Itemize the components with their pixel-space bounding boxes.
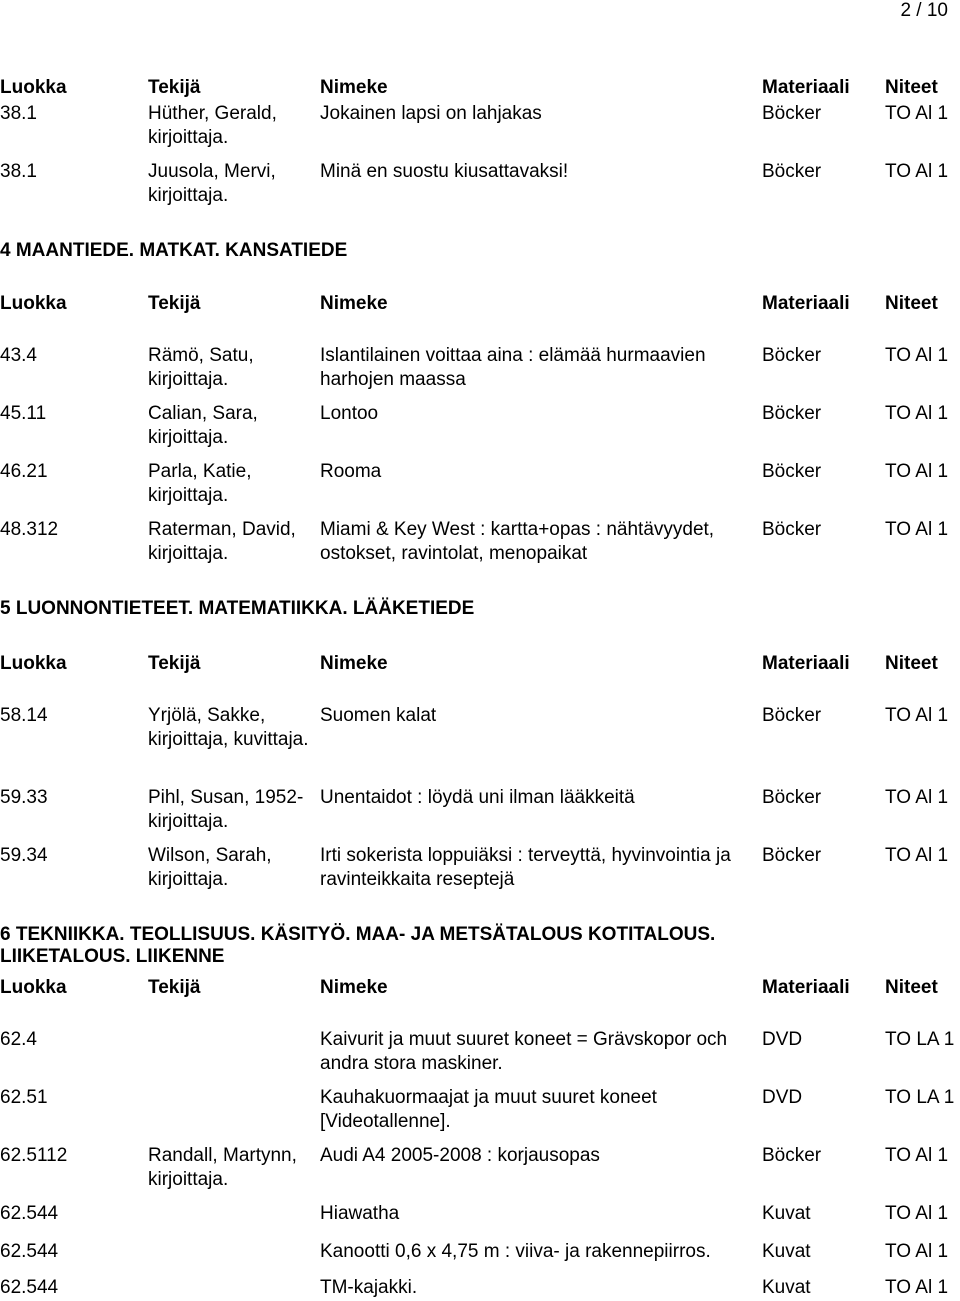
column-header-tekija: Tekijä <box>148 293 201 314</box>
row-niteet: TO Al 1 <box>885 1145 949 1166</box>
row-luokka: 45.11 <box>0 403 47 424</box>
column-header-luokka: Luokka <box>0 293 67 314</box>
row-niteet: TO Al 1 <box>885 519 949 540</box>
row-nimeke: Kauhakuormaajat ja muut suuret koneet [Videotallenne]. <box>320 1087 657 1132</box>
row-luokka: 46.21 <box>0 461 48 482</box>
row-luokka: 59.33 <box>0 787 48 808</box>
row-luokka: 38.1 <box>0 161 37 182</box>
row-materiaali: Böcker <box>762 345 822 366</box>
column-header-materiaali: Materiaali <box>762 977 850 998</box>
row-luokka: 62.544 <box>0 1241 59 1262</box>
row-luokka: 43.4 <box>0 345 37 366</box>
row-nimeke: Miami & Key West : kartta+opas : nähtävyydet, ostokset, ravintolat, menopaikat <box>320 519 715 564</box>
column-header-nimeke: Nimeke <box>320 653 388 674</box>
row-materiaali: Böcker <box>762 705 822 726</box>
row-tekija: Juusola, Mervi, kirjoittaja. <box>148 161 276 206</box>
row-luokka: 62.4 <box>0 1029 37 1050</box>
page-number: 2 / 10 <box>900 0 948 21</box>
row-luokka: 48.312 <box>0 519 59 540</box>
row-materiaali: Böcker <box>762 103 822 124</box>
column-header-luokka: Luokka <box>0 653 67 674</box>
row-tekija: Hüther, Gerald, kirjoittaja. <box>148 103 277 148</box>
row-nimeke: Unentaidot : löydä uni ilman lääkkeitä <box>320 787 635 808</box>
row-luokka: 62.51 <box>0 1087 48 1108</box>
column-header-nimeke: Nimeke <box>320 293 388 314</box>
row-materiaali: Böcker <box>762 161 822 182</box>
column-header-nimeke: Nimeke <box>320 977 388 998</box>
row-nimeke: Suomen kalat <box>320 705 437 726</box>
row-luokka: 62.544 <box>0 1277 59 1298</box>
column-header-niteet: Niteet <box>885 293 938 314</box>
section-title: 6 TEKNIIKKA. TEOLLISUUS. KÄSITYÖ. MAA- JA METSÄTALOUS KOTITALOUS. LIIKETALOUS. LIIKENNE <box>0 924 716 967</box>
column-header-niteet: Niteet <box>885 977 938 998</box>
row-niteet: TO Al 1 <box>885 161 949 182</box>
column-header-nimeke: Nimeke <box>320 77 388 98</box>
row-nimeke: Audi A4 2005-2008 : korjausopas <box>320 1145 600 1166</box>
row-niteet: TO Al 1 <box>885 103 949 124</box>
row-niteet: TO Al 1 <box>885 845 949 866</box>
row-materiaali: Böcker <box>762 519 822 540</box>
row-tekija: Parla, Katie, kirjoittaja. <box>148 461 252 506</box>
row-nimeke: Lontoo <box>320 403 379 424</box>
row-luokka: 58.14 <box>0 705 48 726</box>
row-materiaali: Böcker <box>762 461 822 482</box>
column-header-tekija: Tekijä <box>148 77 201 98</box>
row-nimeke: Kanootti 0,6 x 4,75 m : viiva- ja rakennepiirros. <box>320 1241 711 1262</box>
row-materiaali: Böcker <box>762 845 822 866</box>
row-niteet: TO Al 1 <box>885 1203 949 1224</box>
row-tekija: Rämö, Satu, kirjoittaja. <box>148 345 254 390</box>
section-title: 4 MAANTIEDE. MATKAT. KANSATIEDE <box>0 240 348 261</box>
row-materiaali: DVD <box>762 1087 803 1108</box>
row-nimeke: Islantilainen voittaa aina : elämää hurmaavien harhojen maassa <box>320 345 706 390</box>
row-tekija: Randall, Martynn, kirjoittaja. <box>148 1145 297 1190</box>
column-header-materiaali: Materiaali <box>762 77 850 98</box>
row-materiaali: Böcker <box>762 787 822 808</box>
row-nimeke: Irti sokerista loppuiäksi : terveyttä, hyvinvointia ja ravinteikkaita reseptejä <box>320 845 731 890</box>
column-header-niteet: Niteet <box>885 653 938 674</box>
section-title: 5 LUONNONTIETEET. MATEMATIIKKA. LÄÄKETIEDE <box>0 598 475 619</box>
row-nimeke: Rooma <box>320 461 382 482</box>
row-nimeke: Hiawatha <box>320 1203 400 1224</box>
column-header-niteet: Niteet <box>885 77 938 98</box>
row-luokka: 62.5112 <box>0 1145 68 1166</box>
row-niteet: TO Al 1 <box>885 1241 949 1262</box>
row-nimeke: TM-kajakki. <box>320 1277 418 1298</box>
column-header-materiaali: Materiaali <box>762 653 850 674</box>
column-header-materiaali: Materiaali <box>762 293 850 314</box>
row-niteet: TO Al 1 <box>885 403 949 424</box>
row-nimeke: Jokainen lapsi on lahjakas <box>320 103 542 124</box>
column-header-tekija: Tekijä <box>148 653 201 674</box>
row-materiaali: Kuvat <box>762 1203 811 1224</box>
row-niteet: TO Al 1 <box>885 345 949 366</box>
column-header-luokka: Luokka <box>0 977 67 998</box>
row-niteet: TO LA 1 <box>885 1029 955 1050</box>
row-nimeke: Kaivurit ja muut suuret koneet = Grävskopor och andra stora maskiner. <box>320 1029 728 1074</box>
row-luokka: 59.34 <box>0 845 48 866</box>
column-header-tekija: Tekijä <box>148 977 201 998</box>
row-tekija: Calian, Sara, kirjoittaja. <box>148 403 258 448</box>
row-materiaali: Kuvat <box>762 1241 811 1262</box>
row-tekija: Yrjölä, Sakke, kirjoittaja, kuvittaja. <box>148 705 309 750</box>
row-tekija: Wilson, Sarah, kirjoittaja. <box>148 845 272 890</box>
row-materiaali: Böcker <box>762 403 822 424</box>
column-header-luokka: Luokka <box>0 77 67 98</box>
row-niteet: TO Al 1 <box>885 461 949 482</box>
row-materiaali: Kuvat <box>762 1277 811 1298</box>
row-niteet: TO Al 1 <box>885 1277 949 1298</box>
row-niteet: TO Al 1 <box>885 787 949 808</box>
row-luokka: 38.1 <box>0 103 37 124</box>
row-luokka: 62.544 <box>0 1203 59 1224</box>
row-tekija: Raterman, David, kirjoittaja. <box>148 519 296 564</box>
row-materiaali: Böcker <box>762 1145 822 1166</box>
row-nimeke: Minä en suostu kiusattavaksi! <box>320 161 569 182</box>
row-niteet: TO LA 1 <box>885 1087 955 1108</box>
row-materiaali: DVD <box>762 1029 803 1050</box>
row-niteet: TO Al 1 <box>885 705 949 726</box>
row-tekija: Pihl, Susan, 1952- kirjoittaja. <box>148 787 304 832</box>
